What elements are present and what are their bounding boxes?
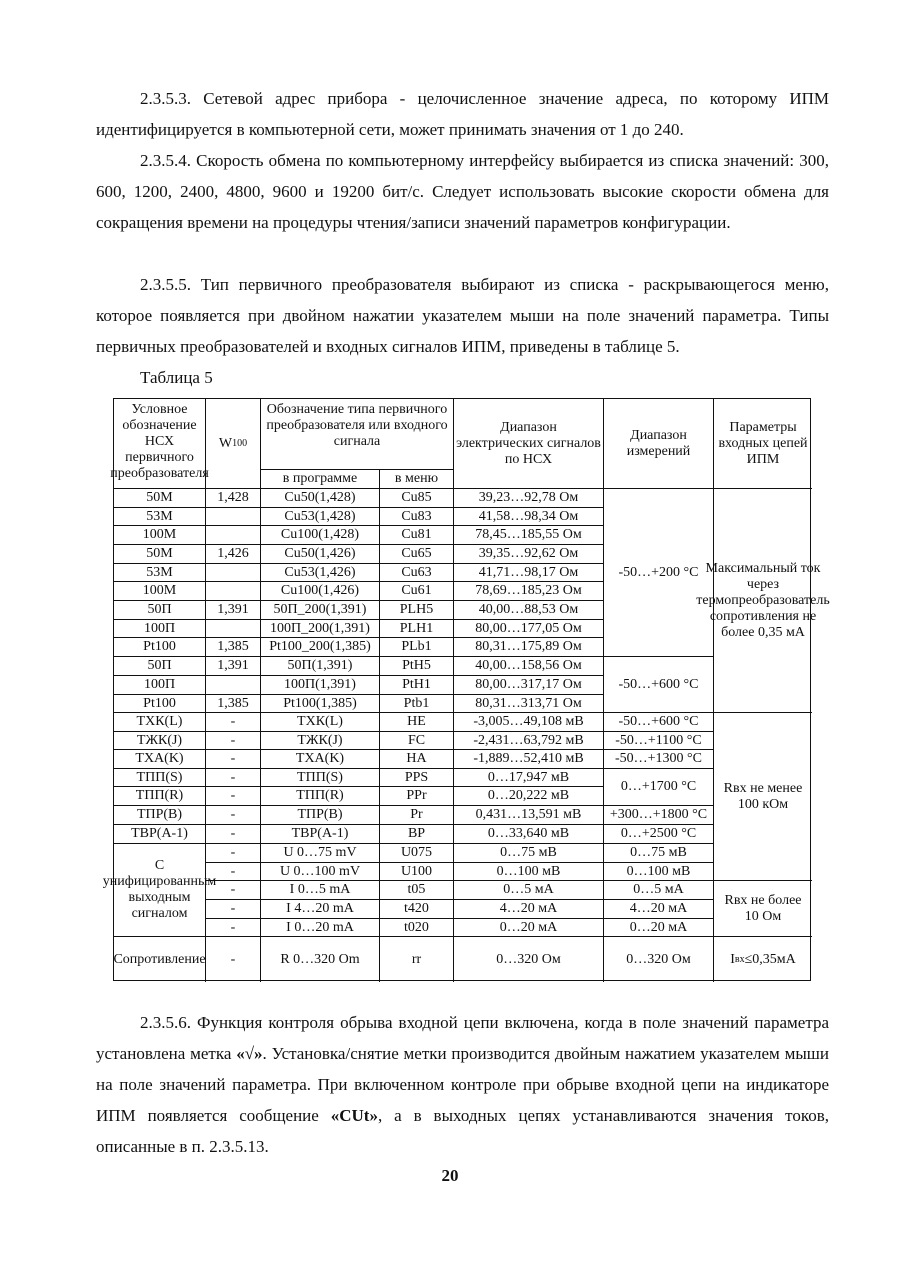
cell-prog: ТХК(L) (261, 713, 380, 732)
cell-w100: - (206, 919, 261, 937)
cell-w100 (206, 620, 261, 638)
cell-menu: BP (380, 825, 454, 844)
header-signal-range: Диапазон электрических сигналов по НСХ (454, 399, 604, 489)
cell-meas-u075: 0…75 мВ (604, 844, 714, 863)
cell-menu: Cu85 (380, 489, 454, 508)
cell-signal: 40,00…158,56 Ом (454, 657, 604, 676)
cell-nsx: ТХА(K) (114, 750, 206, 769)
cell-signal: 41,58…98,34 Ом (454, 508, 604, 526)
cell-w100: - (206, 844, 261, 863)
cell-menu: Cu65 (380, 545, 454, 564)
cell-nsx: 50М (114, 489, 206, 508)
cell-prog: 50П_200(1,391) (261, 601, 380, 620)
cell-signal: 0,431…13,591 мВ (454, 806, 604, 825)
header-in-program: в программе (261, 470, 380, 489)
cell-menu: HE (380, 713, 454, 732)
cell-meas-rtd-600: -50…+600 °С (604, 657, 714, 713)
cell-w100: 1,391 (206, 601, 261, 620)
cell-meas-i05: 0…5 мА (604, 881, 714, 900)
paragraph-2-3-5-3: 2.3.5.3. Сетевой адрес прибора - целочисленное значение адреса, по которому ИПМ идентифицируется в компьютерной сети, может принимать значения от 1 до 240. (96, 89, 829, 139)
cell-prog: ТПП(R) (261, 787, 380, 806)
paragraph-2-3-5-5: 2.3.5.5. Тип первичного преобразователя выбирают из списка - раскрывающегося меню, которое появляется при двойном нажатии указателем мыши на поле значений параметра. Типы первичных преобразователей и входных сигналов ИПМ, приведены в таблице 5. (96, 275, 829, 356)
cell-nsx: Сопротивление (114, 937, 206, 982)
cell-prog: Pt100(1,385) (261, 695, 380, 713)
cell-param-tc: Rвх не менее 100 кОм (714, 713, 812, 881)
cell-meas-rtd-200: -50…+200 °С (604, 489, 714, 657)
cell-nsx: 53М (114, 508, 206, 526)
cell-menu: t05 (380, 881, 454, 900)
cell-signal: 80,00…177,05 Ом (454, 620, 604, 638)
cell-menu: PLH1 (380, 620, 454, 638)
cell-w100: 1,428 (206, 489, 261, 508)
cell-meas-tpp: 0…+1700 °С (604, 769, 714, 806)
cell-prog: 100П_200(1,391) (261, 620, 380, 638)
cell-prog: Pt100_200(1,385) (261, 638, 380, 657)
cell-menu: U100 (380, 863, 454, 881)
cell-nsx: Pt100 (114, 695, 206, 713)
cell-meas-i420: 4…20 мА (604, 900, 714, 919)
cell-prog: U 0…75 mV (261, 844, 380, 863)
header-w100: W 100 (206, 399, 261, 489)
cell-meas-tvr: 0…+2500 °С (604, 825, 714, 844)
table-caption: Таблица 5 (140, 368, 213, 387)
cell-w100: - (206, 713, 261, 732)
cell-w100 (206, 526, 261, 545)
cell-prog: I 0…5 mA (261, 881, 380, 900)
cell-prog: U 0…100 mV (261, 863, 380, 881)
cell-w100: - (206, 900, 261, 919)
cell-signal: 40,00…88,53 Ом (454, 601, 604, 620)
cell-signal: 4…20 мА (454, 900, 604, 919)
cell-meas-txk: -50…+600 °С (604, 713, 714, 732)
cell-signal: 0…33,640 мВ (454, 825, 604, 844)
cell-menu: Cu81 (380, 526, 454, 545)
cell-signal: 78,45…185,55 Ом (454, 526, 604, 545)
cell-meas-tpr: +300…+1800 °С (604, 806, 714, 825)
cell-menu: PtH5 (380, 657, 454, 676)
cell-signal: 80,00…317,17 Ом (454, 676, 604, 695)
cell-unified-signal: С унифицированным выходным сигналом (114, 844, 206, 937)
cell-menu: PPr (380, 787, 454, 806)
cell-nsx: 50П (114, 657, 206, 676)
cell-menu: PLH5 (380, 601, 454, 620)
cell-signal: 0…20,222 мВ (454, 787, 604, 806)
cell-menu: PtH1 (380, 676, 454, 695)
cell-nsx: Pt100 (114, 638, 206, 657)
cell-w100: - (206, 825, 261, 844)
cell-signal: -3,005…49,108 мВ (454, 713, 604, 732)
cell-nsx: 53М (114, 564, 206, 582)
cell-prog: 50П(1,391) (261, 657, 380, 676)
cell-param-rtd: Максимальный ток через термопреобразователь сопротивления не более 0,35 мА (714, 489, 812, 713)
cell-w100 (206, 582, 261, 601)
cell-nsx: 100М (114, 526, 206, 545)
cell-w100: - (206, 863, 261, 881)
cell-w100: - (206, 806, 261, 825)
paragraph-2-3-5-6: 2.3.5.6. Функция контроля обрыва входной цепи включена, когда в поле значений параметра установлена метка «√». Установка/снятие метки производится двойным нажатием указателем мыши на поле значений параметра. При включенном контроле при обрыве входной цепи на индикаторе ИПМ появляется сообщение «CUt», а в выходных цепях устанавливаются значения токов, описанные в п. 2.3.5.13. (96, 1013, 829, 1156)
cell-menu: HA (380, 750, 454, 769)
cell-menu: rr (380, 937, 454, 982)
cell-menu: Ptb1 (380, 695, 454, 713)
cell-meas-tjk: -50…+1100 °С (604, 732, 714, 750)
cell-prog: Cu50(1,428) (261, 489, 380, 508)
cell-w100 (206, 564, 261, 582)
cell-prog: Cu50(1,426) (261, 545, 380, 564)
header-meas-range: Диапазон измерений (604, 399, 714, 489)
cell-prog: I 4…20 mA (261, 900, 380, 919)
cell-signal: -2,431…63,792 мВ (454, 732, 604, 750)
cell-nsx: ТЖК(J) (114, 732, 206, 750)
cell-signal: -1,889…52,410 мВ (454, 750, 604, 769)
cell-menu: PLb1 (380, 638, 454, 657)
cell-signal: 0…320 Ом (454, 937, 604, 982)
cell-nsx: 100П (114, 620, 206, 638)
header-in-menu: в меню (380, 470, 454, 489)
cell-nsx: ТВР(А-1) (114, 825, 206, 844)
cell-w100: - (206, 769, 261, 787)
cell-prog: Cu53(1,428) (261, 508, 380, 526)
cell-signal: 0…20 мА (454, 919, 604, 937)
cell-nsx: ТПР(B) (114, 806, 206, 825)
cell-signal: 39,23…92,78 Ом (454, 489, 604, 508)
cell-prog: ТВР(А-1) (261, 825, 380, 844)
cell-prog: ТХА(K) (261, 750, 380, 769)
cell-prog: Cu100(1,426) (261, 582, 380, 601)
cell-w100: 1,426 (206, 545, 261, 564)
cell-meas-txa: -50…+1300 °С (604, 750, 714, 769)
cell-signal: 80,31…175,89 Ом (454, 638, 604, 657)
paragraph-2-3-5-4: 2.3.5.4. Скорость обмена по компьютерному интерфейсу выбирается из списка значений: 300, 600, 1200, 2400, 4800, 9600 и 19200 бит/с. Следует использовать высокие скорости обмена для сокращения времени на процедуры чтения/записи значений параметров конфигурации. (96, 151, 829, 232)
cell-w100: - (206, 937, 261, 982)
cell-signal: 39,35…92,62 Ом (454, 545, 604, 564)
header-input-params: Параметры входных цепей ИПМ (714, 399, 812, 489)
cell-w100: - (206, 881, 261, 900)
cell-prog: R 0…320 Om (261, 937, 380, 982)
cell-nsx: ТПП(R) (114, 787, 206, 806)
cell-menu: Cu83 (380, 508, 454, 526)
cell-signal: 0…17,947 мВ (454, 769, 604, 787)
cell-w100: 1,385 (206, 638, 261, 657)
cell-meas-i020: 0…20 мА (604, 919, 714, 937)
cell-menu: t020 (380, 919, 454, 937)
cell-signal: 0…100 мВ (454, 863, 604, 881)
table-5 (102, 398, 830, 981)
cell-prog: ТПР(B) (261, 806, 380, 825)
cell-menu: t420 (380, 900, 454, 919)
cell-w100 (206, 508, 261, 526)
cell-w100: 1,385 (206, 695, 261, 713)
cell-menu: U075 (380, 844, 454, 863)
cut-message: «CUt» (330, 1106, 378, 1125)
cell-meas-u100: 0…100 мВ (604, 863, 714, 881)
cell-meas-r: 0…320 Ом (604, 937, 714, 982)
cell-prog: ТПП(S) (261, 769, 380, 787)
cell-w100: 1,391 (206, 657, 261, 676)
cell-param-current: Rвх не более 10 Ом (714, 881, 812, 937)
cell-w100: - (206, 787, 261, 806)
cell-nsx: 100М (114, 582, 206, 601)
cell-signal: 0…75 мВ (454, 844, 604, 863)
cell-menu: Cu63 (380, 564, 454, 582)
cell-nsx: 50М (114, 545, 206, 564)
cell-menu: Cu61 (380, 582, 454, 601)
cell-menu: FC (380, 732, 454, 750)
cell-nsx: 100П (114, 676, 206, 695)
cell-signal: 0…5 мА (454, 881, 604, 900)
cell-nsx: ТХК(L) (114, 713, 206, 732)
cell-menu: PPS (380, 769, 454, 787)
cell-signal: 41,71…98,17 Ом (454, 564, 604, 582)
header-designation: Обозначение типа первичного преобразователя или входного сигнала (261, 399, 454, 470)
cell-param-r: I вх ≤0,35мА (730, 951, 796, 967)
header-nsx: Условное обозначение НСХ первичного преобразователя (114, 399, 206, 489)
page-number: 20 (441, 1166, 459, 1185)
cell-nsx: 50П (114, 601, 206, 620)
cell-prog: Cu100(1,428) (261, 526, 380, 545)
cell-menu: Pr (380, 806, 454, 825)
check-mark-symbol: «√» (236, 1044, 263, 1063)
cell-w100: - (206, 732, 261, 750)
cell-nsx: ТПП(S) (114, 769, 206, 787)
cell-prog: 100П(1,391) (261, 676, 380, 695)
cell-prog: Cu53(1,426) (261, 564, 380, 582)
cell-signal: 80,31…313,71 Ом (454, 695, 604, 713)
cell-prog: ТЖК(J) (261, 732, 380, 750)
cell-prog: I 0…20 mA (261, 919, 380, 937)
cell-w100 (206, 676, 261, 695)
cell-signal: 78,69…185,23 Ом (454, 582, 604, 601)
cell-w100: - (206, 750, 261, 769)
